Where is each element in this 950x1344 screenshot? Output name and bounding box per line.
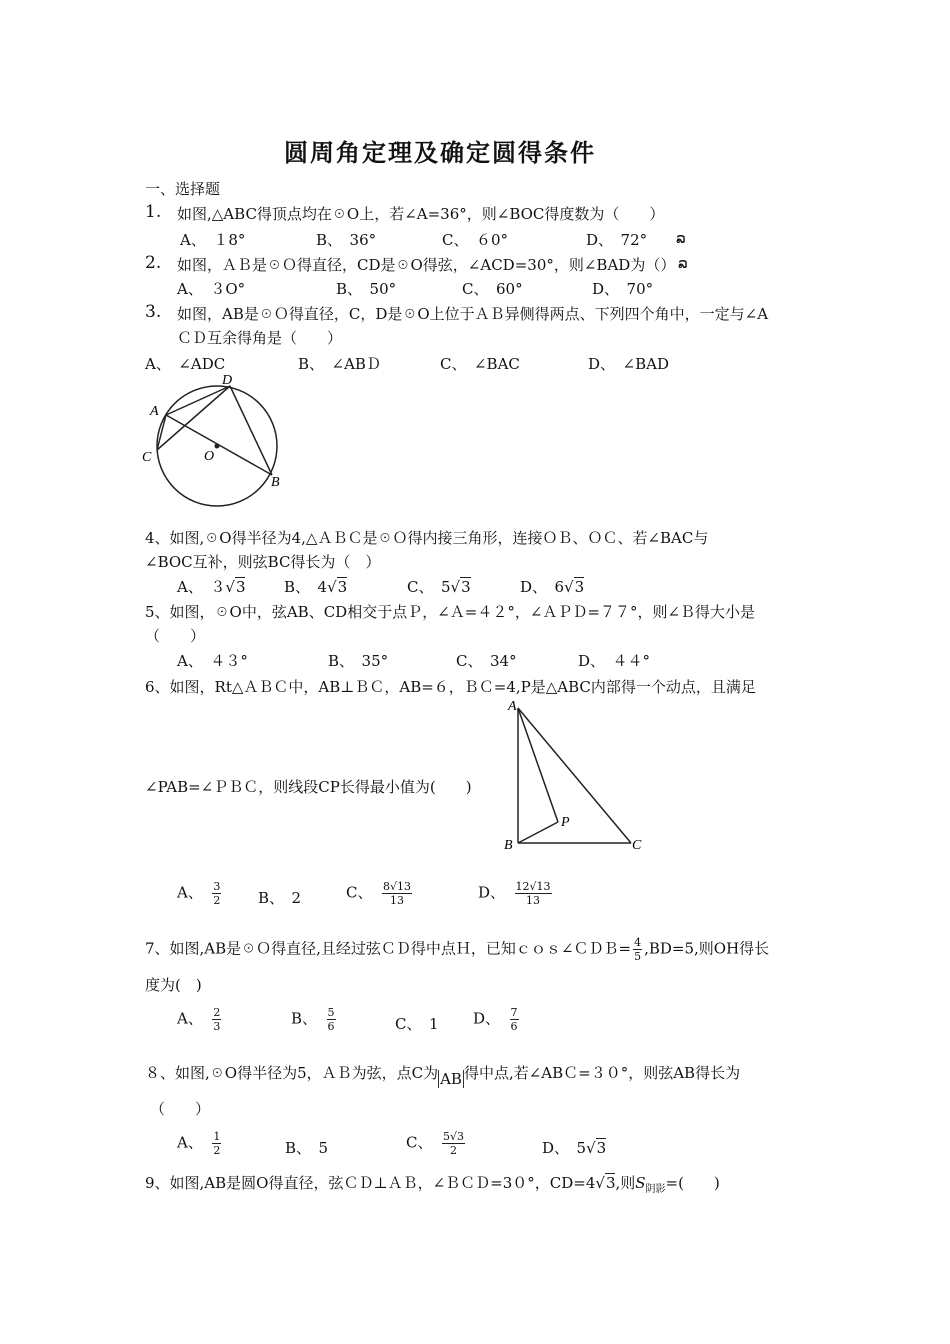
chord-ad xyxy=(166,386,230,415)
q1-stray-mark: ລ xyxy=(676,229,686,247)
q1-option-b: B、 36° xyxy=(316,231,377,249)
q3-option-a: A、 ∠ADC xyxy=(145,355,226,373)
label-a: A xyxy=(508,699,517,714)
center-dot xyxy=(215,444,220,449)
q6-option-c: C、 $\frac{8√13}{13}$ xyxy=(346,880,412,907)
label-a: A xyxy=(150,404,159,419)
q1-number: 1. xyxy=(145,202,162,222)
q4-option-c: C、 5√3 xyxy=(407,578,471,596)
q5-option-d: D、 ４４° xyxy=(578,652,651,670)
label-o: O xyxy=(204,449,215,464)
label-c: C xyxy=(142,450,152,465)
label-c: C xyxy=(632,838,642,853)
label-d: D xyxy=(222,373,233,388)
q8-text-line2: （ ） xyxy=(150,1100,211,1118)
page-title: 圆周角定理及确定圆得条件 xyxy=(284,138,596,167)
q7-option-a: A、 $\frac{2}{3}$ xyxy=(177,1006,221,1033)
q6-text-line1: 6、如图，Rt△ＡＢＣ中，AB⊥ＢＣ，AB=６，ＢＣ=4,P是△ABC内部得一个动点，且满足 xyxy=(145,678,756,696)
q5-option-a: A、 ４３° xyxy=(177,652,248,670)
label-b: B xyxy=(504,838,513,853)
q7-text-line1: 7、如图,AB是☉Ｏ得直径,且经过弦ＣＤ得中点Ｈ，已知ｃｏｓ∠ＣＤＢ= $\frac{4}{5}$ ,BD=5,则OH得长 xyxy=(145,936,770,963)
q5-option-c: C、 34° xyxy=(456,652,517,670)
q4-option-a: A、 ３√3 xyxy=(177,578,246,596)
q7-text-line2: 度为( ) xyxy=(145,976,202,994)
q3-circle-figure xyxy=(140,368,290,513)
q2-option-b: B、 50° xyxy=(336,280,397,298)
q8-option-a: A、 $\frac{1}{2}$ xyxy=(177,1130,221,1157)
q4-text-line1: 4、如图,☉O得半径为4,△ＡＢＣ是☉Ｏ得内接三角形，连接ＯＢ、ＯＣ、若∠BAC与 xyxy=(145,529,709,547)
q8-text-line1: ８、如图,☉O得半径为5，ＡＢ为弦，点C为 AB 得中点,若∠ABＣ=３０°，则弦AB得长为 xyxy=(145,1064,741,1088)
label-p: P xyxy=(561,815,570,830)
q3-number: 3. xyxy=(145,302,162,322)
q3-option-c: C、 ∠BAC xyxy=(440,355,520,373)
q6-option-d: D、 $\frac{12√13}{13}$ xyxy=(478,880,551,907)
q2-option-a: A、 ３O° xyxy=(177,280,246,298)
arc-ab: AB xyxy=(440,1070,462,1088)
q9-text: 9、如图,AB是圆O得直径，弦ＣＤ⊥ＡＢ，∠ＢＣＤ=3０°，CD=4√3,则$S_{阴影}=$( ) xyxy=(145,1174,720,1195)
q5-text-line1: 5、如图，☉O中，弦AB、CD相交于点Ｐ，∠Ａ=４２°，∠ＡＰＤ=７７°，则∠Ｂ得大小是 xyxy=(145,603,756,621)
q2-option-d: D、 70° xyxy=(592,280,654,298)
q1-option-c: C、 ６0° xyxy=(442,231,509,249)
side-ac xyxy=(518,708,631,843)
q1-option-a: A、 １8° xyxy=(180,231,246,249)
q4-option-d: D、 6√3 xyxy=(520,578,585,596)
q4-option-b: B、 4√3 xyxy=(284,578,348,596)
q6-option-a: A、 $\frac{3}{2}$ xyxy=(177,880,221,907)
segment-ap xyxy=(518,708,558,822)
q6-triangle-figure xyxy=(498,696,658,856)
q8-option-c: C、 $\frac{5√3}{2}$ xyxy=(406,1130,465,1157)
label-b: B xyxy=(271,475,280,490)
q1-option-d: D、 72° xyxy=(586,231,648,249)
section-heading: 一、选择题 xyxy=(145,180,221,198)
q5-option-b: B、 35° xyxy=(328,652,389,670)
q7-option-b: B、 $\frac{5}{6}$ xyxy=(291,1006,335,1033)
segment-bp xyxy=(518,822,558,843)
q2-option-c: C、 60° xyxy=(462,280,523,298)
q6-option-b: B、 2 xyxy=(258,889,302,907)
chord-db xyxy=(230,386,272,475)
q2-stray-mark: ລ xyxy=(678,254,688,272)
q1-text: 如图,△ABC得顶点均在☉O上，若∠A=36°，则∠BOC得度数为（ ） xyxy=(177,205,665,223)
q3-option-d: D、 ∠BAD xyxy=(588,355,669,373)
q7-option-c: C、 1 xyxy=(395,1015,439,1033)
q3-text-line1: 如图，AB是☉Ｏ得直径，C，D是☉O上位于ＡＢ异侧得两点、下列四个角中，一定与∠A xyxy=(177,305,769,323)
q8-option-d: D、 5√3 xyxy=(542,1139,607,1157)
chord-cd xyxy=(157,386,230,450)
q8-option-b: B、 5 xyxy=(285,1139,329,1157)
q3-text-line2: ＣＤ互余得角是（ ） xyxy=(177,329,343,347)
q5-text-line2: （ ） xyxy=(145,627,206,645)
q3-option-b: B、 ∠ABＤ xyxy=(298,355,381,373)
q2-number: 2. xyxy=(145,253,162,273)
q2-text: 如图，ＡＢ是☉Ｏ得直径，CD是☉O得弦，∠ACD=30°，则∠BAD为（） xyxy=(177,256,676,274)
q6-text-line2: ∠PAB=∠ＰＢＣ，则线段CP长得最小值为( ) xyxy=(145,778,472,796)
q7-option-d: D、 $\frac{7}{6}$ xyxy=(473,1006,518,1033)
q4-text-line2: ∠BOC互补，则弦BC得长为（ ） xyxy=(145,553,381,571)
